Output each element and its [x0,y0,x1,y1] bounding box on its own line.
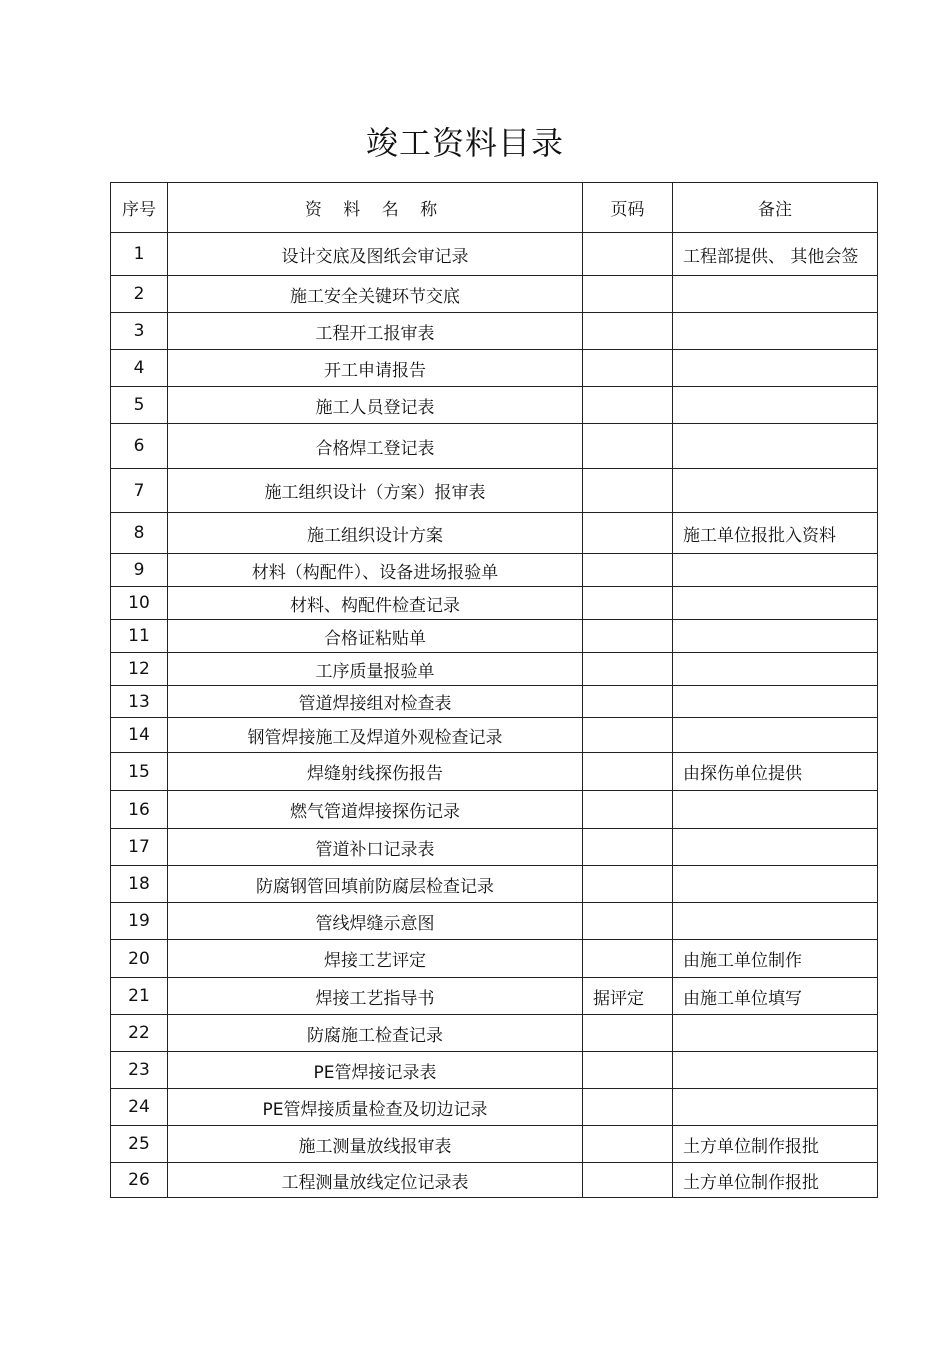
table-row [111,554,878,587]
row-page [583,686,673,718]
row-name: 施工组织设计（方案）报审表 [168,469,583,513]
row-page [583,469,673,513]
table-row [111,829,878,866]
row-note [673,718,878,753]
header-name: 资 料 名 称 [168,183,583,233]
row-note [673,686,878,718]
row-no: 12 [111,653,168,686]
row-name: 钢管焊接施工及焊道外观检查记录 [168,718,583,753]
row-no: 21 [111,978,168,1015]
row-name: 燃气管道焊接探伤记录 [168,791,583,829]
row-name: 合格证粘贴单 [168,620,583,653]
table-row [111,387,878,424]
table-row [111,978,878,1015]
row-note [673,653,878,686]
row-page [583,829,673,866]
row-no: 18 [111,866,168,903]
row-note [673,791,878,829]
row-name: 施工测量放线报审表 [168,1126,583,1163]
row-page [583,940,673,978]
row-page [583,424,673,469]
row-no: 10 [111,587,168,620]
row-no: 22 [111,1015,168,1052]
row-note: 由施工单位填写 [673,978,878,1015]
row-page [583,620,673,653]
row-note [673,554,878,587]
row-name: 工序质量报验单 [168,653,583,686]
table-row [111,940,878,978]
row-no: 6 [111,424,168,469]
row-name: 焊接工艺指导书 [168,978,583,1015]
row-note [673,313,878,350]
row-page [583,1126,673,1163]
table-row [111,1089,878,1126]
table-row [111,1163,878,1198]
header-page: 页码 [583,183,673,233]
table-row [111,903,878,940]
table-header-row [111,183,878,233]
row-no: 15 [111,753,168,791]
row-name: 焊接工艺评定 [168,940,583,978]
row-no: 11 [111,620,168,653]
table-body [111,233,878,1198]
row-name: 管道焊接组对检查表 [168,686,583,718]
row-name: 施工人员登记表 [168,387,583,424]
table-row [111,469,878,513]
row-page [583,903,673,940]
table-row [111,350,878,387]
row-note [673,1015,878,1052]
row-page [583,718,673,753]
row-page [583,1052,673,1089]
table-row [111,424,878,469]
row-note [673,620,878,653]
table-row [111,866,878,903]
table-row [111,791,878,829]
row-no: 25 [111,1126,168,1163]
catalog-table [110,182,878,1198]
row-page [583,587,673,620]
row-note [673,424,878,469]
table-row [111,653,878,686]
row-page [583,276,673,313]
row-name: 工程开工报审表 [168,313,583,350]
row-note [673,350,878,387]
row-no: 26 [111,1163,168,1198]
row-note [673,469,878,513]
row-note: 由探伤单位提供 [673,753,878,791]
row-no: 7 [111,469,168,513]
row-note: 由施工单位制作 [673,940,878,978]
row-note: 土方单位制作报批 [673,1126,878,1163]
row-name: 材料、构配件检查记录 [168,587,583,620]
row-no: 2 [111,276,168,313]
row-no: 4 [111,350,168,387]
row-name: PE管焊接质量检查及切边记录 [168,1089,583,1126]
row-page [583,791,673,829]
row-note: 土方单位制作报批 [673,1163,878,1198]
row-page [583,554,673,587]
row-name: 设计交底及图纸会审记录 [168,233,583,276]
row-no: 8 [111,513,168,554]
header-note: 备注 [673,183,878,233]
table-row [111,1015,878,1052]
row-name: 材料（构配件）、设备进场报验单 [168,554,583,587]
row-note [673,1089,878,1126]
document-title: 竣工资料目录 [365,124,564,162]
row-no: 16 [111,791,168,829]
row-no: 3 [111,313,168,350]
row-name: 施工组织设计方案 [168,513,583,554]
row-no: 9 [111,554,168,587]
row-no: 14 [111,718,168,753]
row-page [583,387,673,424]
row-name: 工程测量放线定位记录表 [168,1163,583,1198]
row-no: 1 [111,233,168,276]
row-name: 焊缝射线探伤报告 [168,753,583,791]
table-row [111,233,878,276]
row-page: 据评定 [583,978,673,1015]
table-row [111,620,878,653]
row-page [583,313,673,350]
row-name: 开工申请报告 [168,350,583,387]
row-page [583,753,673,791]
row-no: 24 [111,1089,168,1126]
row-name: 合格焊工登记表 [168,424,583,469]
row-page [583,350,673,387]
row-note [673,587,878,620]
row-note [673,387,878,424]
table-row [111,1126,878,1163]
row-note [673,866,878,903]
row-no: 19 [111,903,168,940]
row-name: PE管焊接记录表 [168,1052,583,1089]
table-row [111,276,878,313]
table-row [111,587,878,620]
row-note [673,1052,878,1089]
row-page [583,1015,673,1052]
row-name: 施工安全关键环节交底 [168,276,583,313]
row-note [673,276,878,313]
table-row [111,513,878,554]
row-no: 17 [111,829,168,866]
table-row [111,753,878,791]
row-note [673,829,878,866]
row-note: 工程部提供、 其他会签 [673,233,878,276]
row-name: 防腐钢管回填前防腐层检查记录 [168,866,583,903]
row-page [583,1163,673,1198]
row-page [583,233,673,276]
row-name: 管线焊缝示意图 [168,903,583,940]
row-note: 施工单位报批入资料 [673,513,878,554]
table-row [111,1052,878,1089]
table-row [111,686,878,718]
row-note [673,903,878,940]
row-no: 5 [111,387,168,424]
header-no: 序号 [111,183,168,233]
row-page [583,866,673,903]
row-page [583,653,673,686]
table-row [111,313,878,350]
table-row [111,718,878,753]
row-name: 管道补口记录表 [168,829,583,866]
row-no: 23 [111,1052,168,1089]
row-page [583,1089,673,1126]
row-name: 防腐施工检查记录 [168,1015,583,1052]
row-no: 13 [111,686,168,718]
row-page [583,513,673,554]
row-no: 20 [111,940,168,978]
